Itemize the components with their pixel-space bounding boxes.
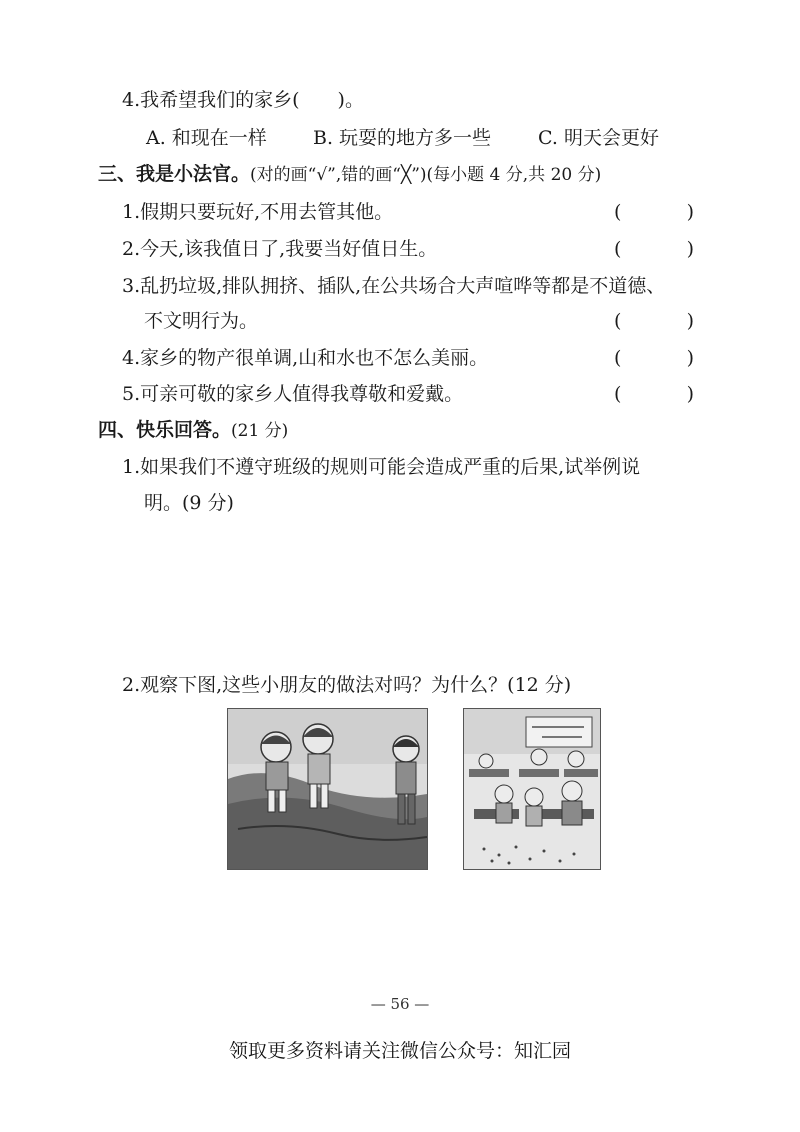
paren-open: ( [614, 238, 622, 260]
judge-item-1: 1.假期只要玩好,不用去管其他。 [122, 201, 394, 223]
page-number: — 56 — [370, 995, 430, 1013]
question-4-stem: 4.我希望我们的家乡( )。 [122, 89, 364, 111]
paren-close: ) [686, 383, 694, 405]
section-4-score: (21 分) [231, 421, 289, 441]
answer-question-1-line1: 1.如果我们不遵守班级的规则可能会造成严重的后果,试举例说 [122, 456, 641, 478]
paren-close: ) [686, 238, 694, 260]
question-4-option-a: A. 和现在一样 [146, 127, 267, 149]
question-4-option-c: C. 明天会更好 [538, 127, 659, 149]
classroom-illustration [464, 709, 600, 869]
section-3-instruction: (对的画“√”,错的画“╳”)(每小题 4 分,共 20 分) [250, 165, 602, 185]
section-3-heading [98, 160, 601, 189]
section-3-title: 三、我是小法官。 [98, 163, 251, 185]
children-grass-illustration [228, 709, 427, 869]
question-4-option-b: B. 玩耍的地方多一些 [313, 127, 492, 149]
paren-close: ) [686, 347, 694, 369]
judge-item-2: 2.今天,该我值日了,我要当好值日生。 [122, 238, 438, 260]
section-4-title: 四、快乐回答。 [98, 419, 232, 441]
paren-open: ( [614, 347, 622, 369]
paren-close: ) [686, 310, 694, 332]
judge-item-5: 5.可亲可敬的家乡人值得我尊敬和爱戴。 [122, 383, 464, 405]
classroom-picture [463, 708, 601, 870]
answer-question-1-line2: 明。(9 分) [144, 492, 234, 514]
paren-open: ( [614, 383, 622, 405]
paren-close: ) [686, 201, 694, 223]
judge-item-3: 3.乱扔垃圾,排队拥挤、插队,在公共场合大声喧哗等都是不道德、 [122, 275, 666, 297]
answer-question-2: 2.观察下图,这些小朋友的做法对吗？为什么？(12 分) [122, 674, 572, 696]
section-4-heading [98, 416, 288, 445]
paren-open: ( [614, 310, 622, 332]
judge-item-3-cont: 不文明行为。 [144, 310, 259, 332]
footer-note: 领取更多资料请关注微信公众号：知汇园 [228, 1040, 571, 1062]
paren-open: ( [614, 201, 622, 223]
children-grass-picture [227, 708, 428, 870]
judge-item-4: 4.家乡的物产很单调,山和水也不怎么美丽。 [122, 347, 489, 369]
